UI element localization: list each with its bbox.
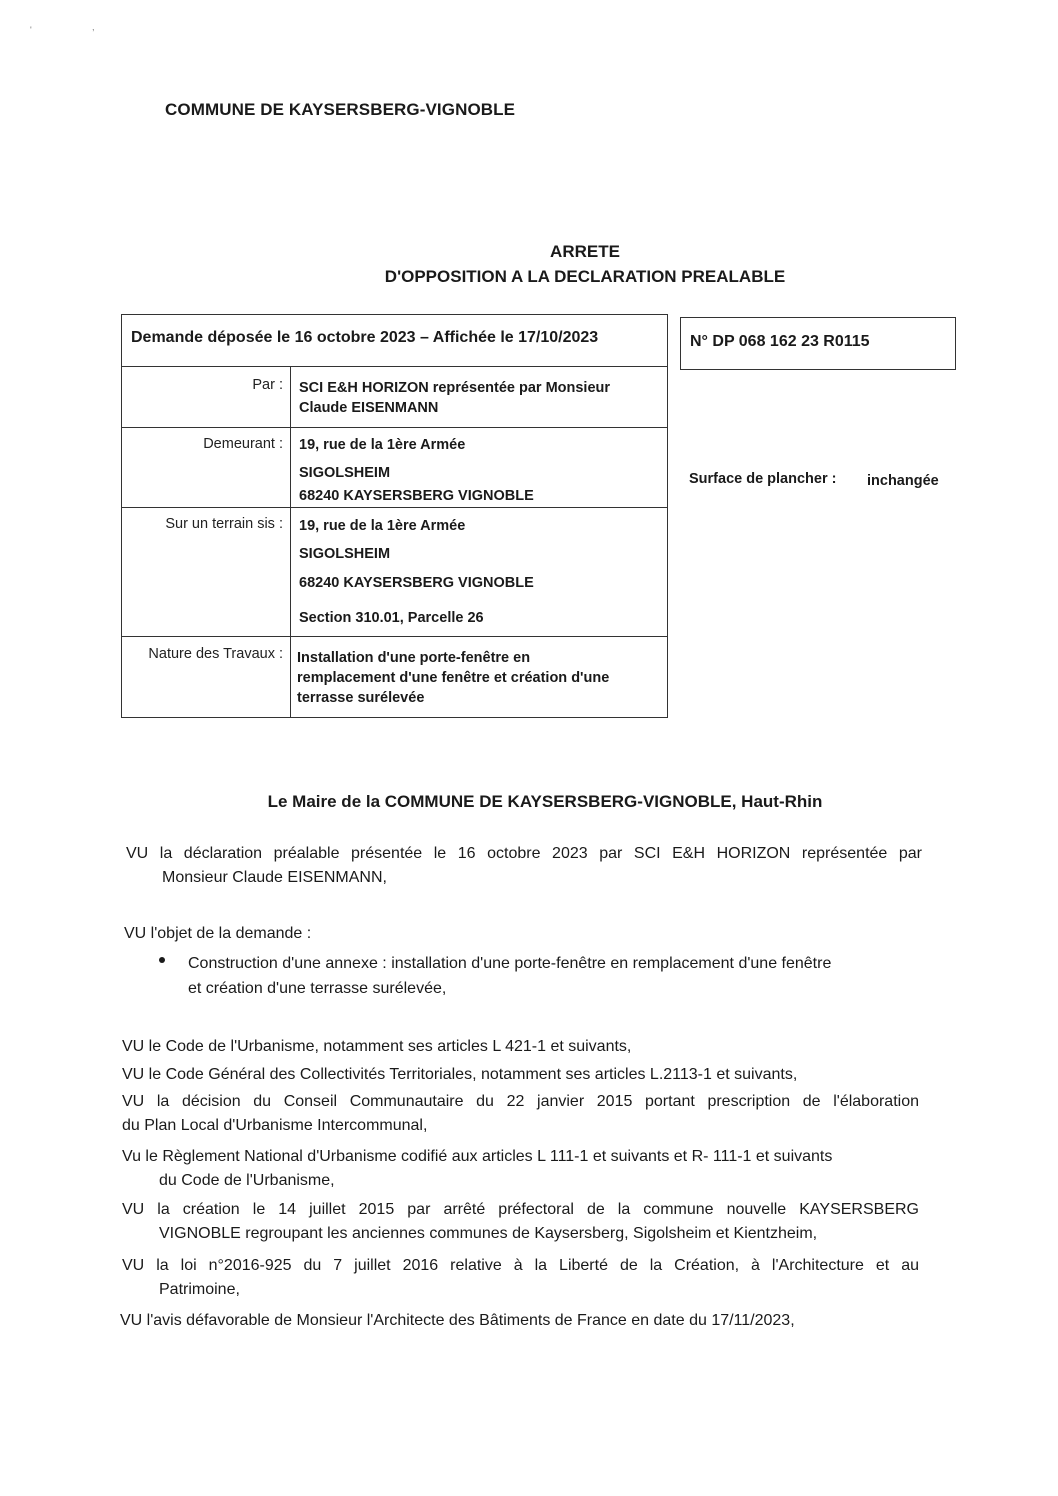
- vu-creation-line1: VU la création le 14 juillet 2015 par arrêté préfectoral de la commune nouvelle KAYSERSBERG: [122, 1201, 919, 1218]
- vu-rnu-line2: du Code de l'Urbanisme,: [159, 1172, 335, 1189]
- vu-rnu-line1: Vu le Règlement National d'Urbanisme codifié aux articles L 111-1 et suivants et R- 111-1 et suivants: [122, 1148, 833, 1165]
- vu-avis-abf: VU l'avis défavorable de Monsieur l'Architecte des Bâtiments de France en date du 17/11/2023,: [120, 1312, 795, 1329]
- table-column-divider: [290, 366, 291, 717]
- nature-line1: Installation d'une porte-fenêtre en: [297, 650, 531, 666]
- table-divider: [121, 427, 668, 428]
- terrain-label: Sur un terrain sis :: [165, 516, 283, 532]
- vu-conseil-line1: VU la décision du Conseil Communautaire du 22 janvier 2015 portant prescription de l'élaboration: [122, 1093, 919, 1110]
- vu-declaration-line2: Monsieur Claude EISENMANN,: [162, 869, 387, 886]
- par-value-line1: SCI E&H HORIZON représentée par Monsieur: [299, 380, 611, 396]
- par-label: Par :: [252, 377, 283, 393]
- nature-line2: remplacement d'une fenêtre et création d'une: [297, 670, 610, 686]
- objet-bullet-line2: et création d'une terrasse surélevée,: [188, 980, 447, 997]
- nature-label: Nature des Travaux :: [148, 646, 283, 662]
- scan-speck: ,: [92, 22, 95, 32]
- demeurant-label: Demeurant :: [203, 436, 283, 452]
- demeurant-line2: SIGOLSHEIM: [299, 465, 391, 481]
- vu-objet: VU l'objet de la demande :: [124, 925, 312, 942]
- vu-loi-line1: VU la loi n°2016-925 du 7 juillet 2016 relative à la Liberté de la Création, à l'Architecture et au: [122, 1257, 919, 1274]
- vu-code-urbanisme: VU le Code de l'Urbanisme, notamment ses articles L 421-1 et suivants,: [122, 1038, 632, 1055]
- dossier-number: N° DP 068 162 23 R0115: [690, 333, 870, 350]
- vu-loi-line2: Patrimoine,: [159, 1281, 240, 1298]
- terrain-line1: 19, rue de la 1ère Armée: [299, 518, 466, 534]
- maire-heading: Le Maire de la COMMUNE DE KAYSERSBERG-VIGNOBLE, Haut-Rhin: [267, 792, 823, 811]
- terrain-line4: Section 310.01, Parcelle 26: [299, 610, 484, 626]
- vu-conseil-line2: du Plan Local d'Urbanisme Intercommunal,: [122, 1117, 428, 1134]
- nature-line3: terrasse surélevée: [297, 690, 425, 706]
- objet-bullet-line1: Construction d'une annexe : installation d'une porte-fenêtre en remplacement d'une fenêtre: [188, 955, 832, 972]
- demeurant-line1: 19, rue de la 1ère Armée: [299, 437, 466, 453]
- document-subtitle: D'OPPOSITION A LA DECLARATION PREALABLE: [384, 267, 786, 286]
- table-divider: [121, 636, 668, 637]
- commune-header: COMMUNE DE KAYSERSBERG-VIGNOBLE: [165, 100, 516, 119]
- par-value-line2: Claude EISENMANN: [299, 400, 439, 416]
- document-title: ARRETE: [550, 242, 620, 261]
- table-divider: [121, 366, 668, 367]
- vu-cgct: VU le Code Général des Collectivités Territoriales, notamment ses articles L.2113-1 et suivants,: [122, 1066, 798, 1083]
- scan-speck: ': [30, 25, 32, 35]
- terrain-line3: 68240 KAYSERSBERG VIGNOBLE: [299, 575, 534, 591]
- request-header: Demande déposée le 16 octobre 2023 – Affichée le 17/10/2023: [131, 329, 599, 346]
- vu-declaration-line1: VU la déclaration préalable présentée le 16 octobre 2023 par SCI E&H HORIZON représentée par: [126, 845, 922, 862]
- demeurant-line3: 68240 KAYSERSBERG VIGNOBLE: [299, 488, 534, 504]
- table-divider: [121, 507, 668, 508]
- surface-label: Surface de plancher :: [689, 471, 837, 487]
- bullet-icon: [159, 957, 165, 963]
- terrain-line2: SIGOLSHEIM: [299, 546, 391, 562]
- vu-creation-line2: VIGNOBLE regroupant les anciennes communes de Kaysersberg, Sigolsheim et Kientzheim,: [159, 1225, 818, 1242]
- surface-value: inchangée: [867, 473, 939, 489]
